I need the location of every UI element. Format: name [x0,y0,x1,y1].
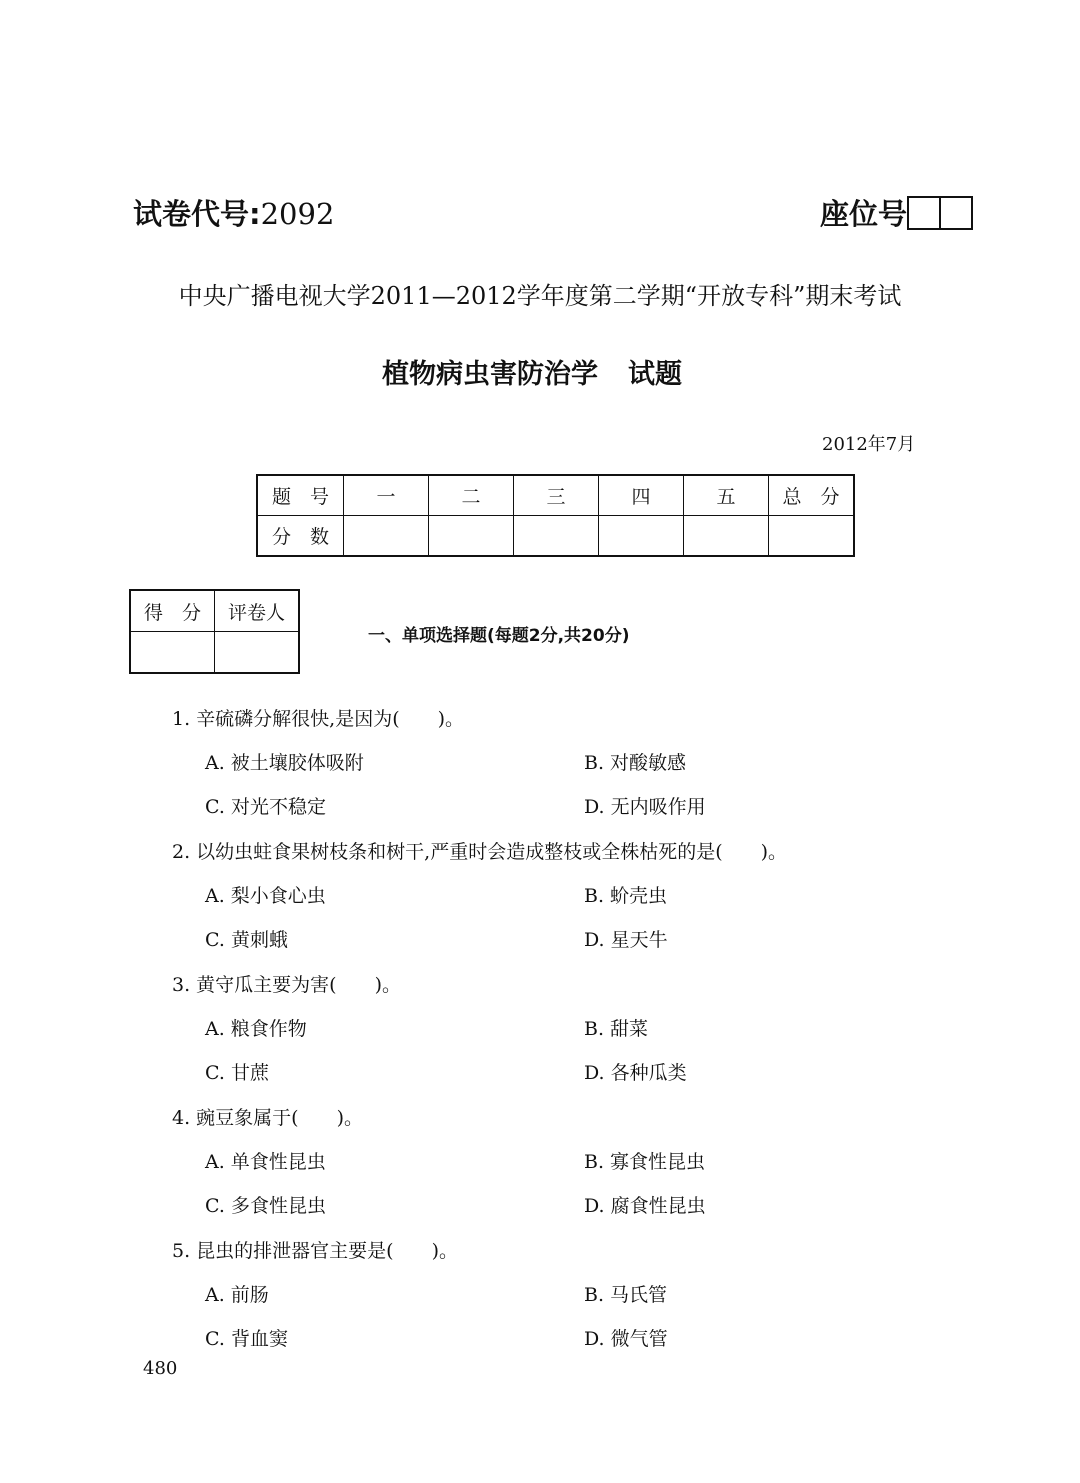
course-name: 植物病虫害防治学 [382,359,598,390]
course-title-suffix: 试题 [628,359,682,390]
score-table [256,474,855,557]
question-option: A. 单食性昆虫 [205,1151,326,1173]
question-option: A. 梨小食心虫 [205,885,326,907]
question-stem: 2. 以幼虫蛀食果树枝条和树干,严重时会造成整枝或全株枯死的是( )。 [172,841,788,863]
question-option: B. 对酸敏感 [584,752,687,774]
score-cell-empty [684,516,769,557]
paper-code [133,192,334,233]
question-option: D. 腐食性昆虫 [584,1195,706,1217]
score-cell-empty [344,516,429,557]
exam-date: 2012年7月 [822,434,916,455]
question-option: B. 甜菜 [584,1018,649,1040]
question-option: B. 马氏管 [584,1284,668,1306]
exam-title: 中央广播电视大学2011—2012学年度第二学期“开放专科”期末考试 [178,282,902,310]
score-table-cell: 分 数 [257,516,344,557]
score-table-cell: 五 [684,475,769,516]
question-option: D. 各种瓜类 [584,1062,687,1084]
section-heading: 一、单项选择题(每题2分,共20分) [368,626,630,646]
question-option: D. 微气管 [584,1328,668,1350]
seat-number [820,192,973,233]
seat-box-2 [941,196,973,230]
score-table-cell: 三 [514,475,599,516]
question-option: A. 粮食作物 [205,1018,307,1040]
score-cell-empty [769,516,855,557]
score-cell-empty [429,516,514,557]
course-title [382,352,682,391]
paper-code-value: 2092 [260,197,335,231]
score-cell-empty [599,516,684,557]
grader-table-cell: 评卷人 [215,590,300,632]
grader-cell-empty [215,632,300,674]
question-option: C. 黄刺蛾 [205,929,288,951]
score-table-cell: 四 [599,475,684,516]
question-stem: 1. 辛硫磷分解很快,是因为( )。 [172,708,465,730]
question-option: A. 被土壤胶体吸附 [205,752,364,774]
question-option: C. 对光不稳定 [205,796,326,818]
score-cell-empty [514,516,599,557]
paper-code-label: 试卷代号: [133,197,261,231]
question-option: C. 多食性昆虫 [205,1195,326,1217]
grader-table-cell: 得 分 [130,590,215,632]
seat-label: 座位号 [820,197,908,231]
question-option: B. 蚧壳虫 [584,885,668,907]
score-table-cell: 总 分 [769,475,855,516]
score-table-cell: 二 [429,475,514,516]
page-number: 480 [143,1358,178,1379]
score-table-header-row [257,475,854,516]
question-option: D. 星天牛 [584,929,668,951]
grader-cell-empty [130,632,215,674]
question-stem: 3. 黄守瓜主要为害( )。 [172,974,401,996]
question-option: C. 甘蔗 [205,1062,269,1084]
score-table-score-row [257,516,854,557]
question-stem: 4. 豌豆象属于( )。 [172,1107,363,1129]
question-option: C. 背血窦 [205,1328,288,1350]
question-option: B. 寡食性昆虫 [584,1151,706,1173]
question-stem: 5. 昆虫的排泄器官主要是( )。 [172,1240,458,1262]
score-table-cell: 一 [344,475,429,516]
score-table-cell: 题 号 [257,475,344,516]
grader-table [129,589,300,674]
question-option: A. 前肠 [205,1284,269,1306]
seat-box-1 [907,196,941,230]
question-option: D. 无内吸作用 [584,796,706,818]
